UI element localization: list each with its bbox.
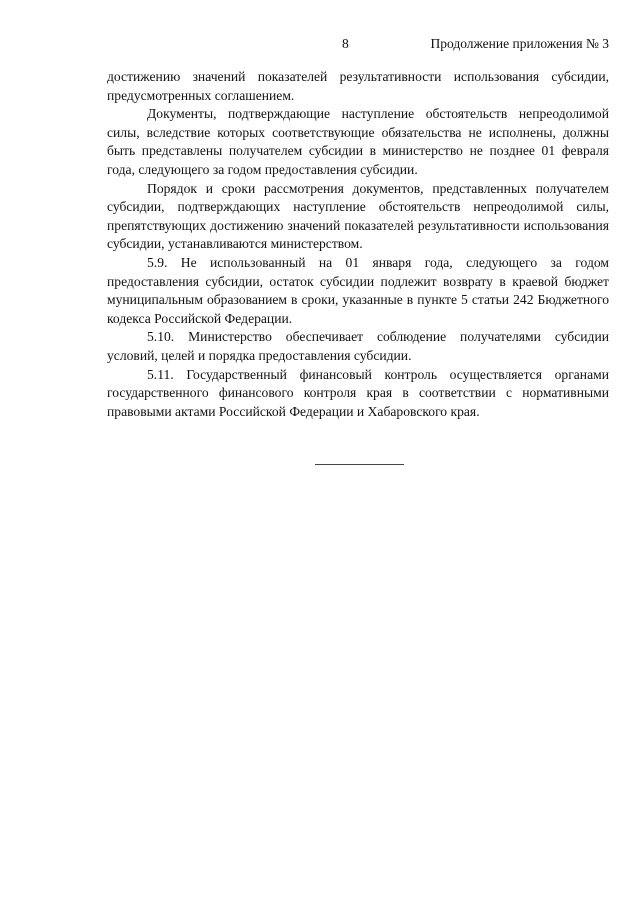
paragraph-5-9: 5.9. Не использованный на 01 января года, следующего за годом предоставления субсидии, остаток субсидии подлежит возврату в краевой бюджет муниципальным образованием в сроки, указанные в пункте 5 статьи 242 Бюджетного кодекса Российской Федерации. bbox=[107, 254, 609, 326]
header-note: Продолжение приложения № 3 bbox=[430, 36, 609, 51]
page-number: 8 bbox=[342, 36, 349, 51]
paragraph-5-10: 5.10. Министерство обеспечивает соблюдение получателями субсидии условий, целей и порядка предоставления субсидии. bbox=[107, 329, 609, 363]
paragraph-review-procedure: Порядок и сроки рассмотрения документов, представленных получателем субсидии, подтверждающих наступление обстоятельств непреодолимой силы, препятствующих достижению значений показателей результативности использования субсидии, устанавливаются министерством. bbox=[107, 180, 609, 252]
end-of-text-rule bbox=[315, 464, 404, 465]
paragraph-5-11: 5.11. Государственный финансовый контроль осуществляется органами государственного финансового контроля края в соответствии с нормативными правовыми актами Российской Федерации и Хабаровского края. bbox=[107, 366, 609, 419]
paragraph-continuation: достижению значений показателей результативности использования субсидии, предусмотренных соглашением. bbox=[107, 69, 609, 103]
paragraph-force-majeure-documents: Документы, подтверждающие наступление обстоятельств непреодолимой силы, вследствие которых соответствующие обязательства не исполнены, должны быть представлены получателем субсидии в министерство не позднее 01 февраля года, следующего за годом предоставления субсидии. bbox=[107, 106, 609, 177]
document-body bbox=[107, 68, 609, 421]
